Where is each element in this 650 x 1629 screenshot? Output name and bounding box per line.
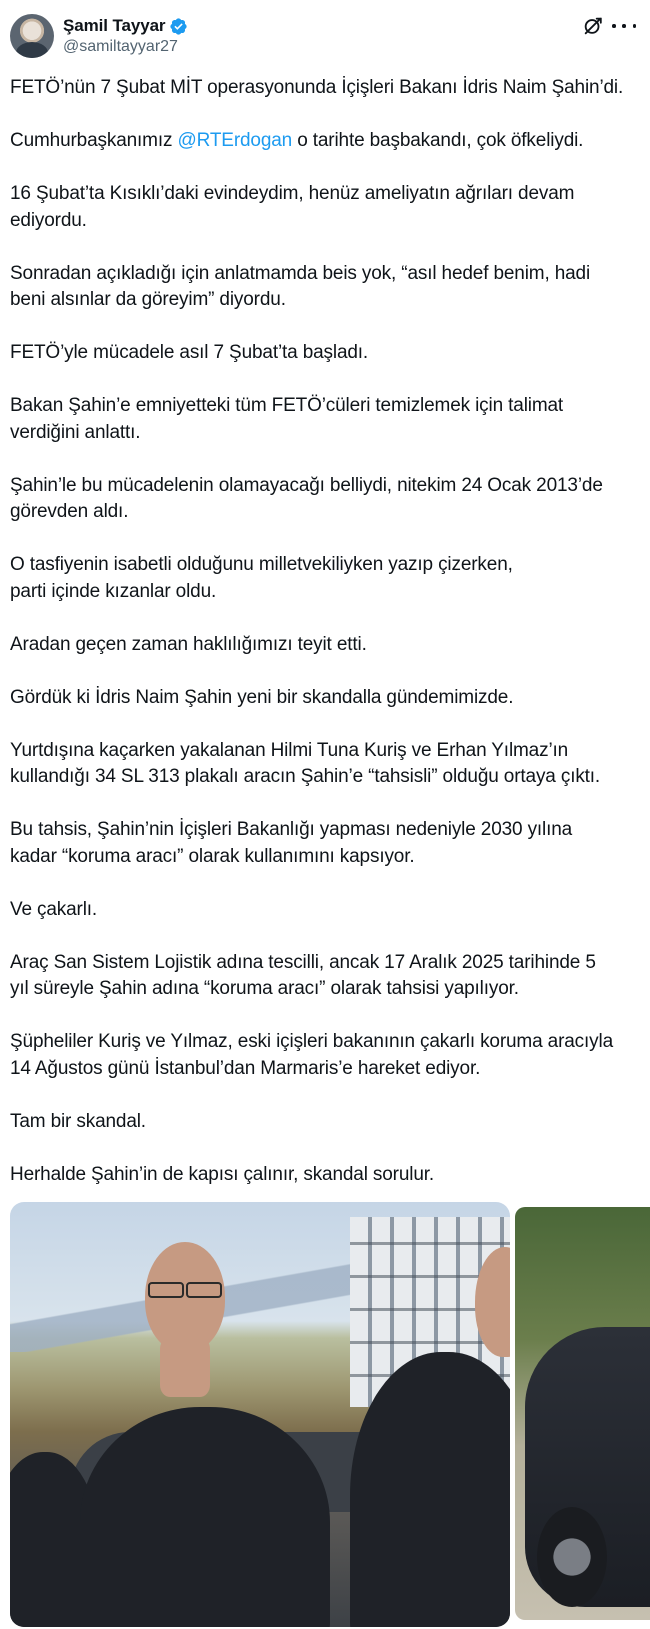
tweet-paragraph: FETÖ’yle mücadele asıl 7 Şubat’ta başladı.	[10, 342, 369, 363]
tweet-paragraph: FETÖ’nün 7 Şubat MİT operasyonunda İçişleri Bakanı İdris Naim Şahin’di.	[10, 77, 624, 98]
grok-icon[interactable]	[582, 15, 604, 37]
tweet-paragraph	[10, 128, 638, 155]
tweet-paragraph: Ve çakarlı.	[10, 898, 98, 920]
author-handle[interactable]: @samiltayyar27	[63, 38, 178, 55]
tweet-paragraph: Şüpheliler Kuriş ve Yılmaz, eski içişleri bakanının çakarlı koruma aracıyla 14 Ağustos günü İstanbul’dan Marmaris’e hareket ediyor.	[10, 1031, 613, 1079]
mention-link[interactable]: @RTErdogan	[177, 130, 293, 151]
tweet-paragraph: 16 Şubat’ta Kısıklı’daki evindeydim, henüz ameliyatın ağrıları devam ediyordu.	[10, 183, 575, 231]
glasses	[148, 1282, 184, 1298]
car-wheel	[537, 1507, 607, 1607]
person-center-neck	[160, 1337, 210, 1397]
tweet-paragraph: Şahin’le bu mücadelenin olamayacağı belliydi, nitekim 24 Ocak 2013’de görevden aldı.	[10, 474, 603, 522]
verified-badge-icon	[169, 17, 188, 36]
media-photo-1[interactable]	[10, 1202, 510, 1627]
tweet-text	[10, 75, 638, 1188]
tweet-paragraph: Sonradan açıkladığı için anlatmamda beis yok, “asıl hedef benim, hadi beni alsınlar da göreyim” diyordu.	[10, 262, 591, 310]
media-photo-2[interactable]	[515, 1207, 650, 1620]
tweet-paragraph: Bakan Şahin’e emniyetteki tüm FETÖ’cüleri temizlemek için talimat verdiğini anlattı.	[10, 395, 564, 443]
tweet-paragraph: Tam bir skandal.	[10, 1110, 146, 1132]
tweet-paragraph: Aradan geçen zaman haklılığımızı teyit etti.	[10, 633, 367, 655]
tweet-paragraph: Yurtdışına kaçarken yakalanan Hilmi Tuna Kuriş ve Erhan Yılmaz’ın kullandığı 34 SL 313 plakalı aracın Şahin’e “tahsisli” olduğu ortaya çıktı.	[10, 739, 601, 787]
tweet-paragraph: Herhalde Şahin’in de kapısı çalınır, skandal sorulur.	[10, 1163, 435, 1185]
tweet-media	[10, 1202, 650, 1628]
author-name-row	[63, 15, 188, 37]
tweet-paragraph: Bu tahsis, Şahin’nin İçişleri Bakanlığı yapması nedeniyle 2030 yılına kadar “koruma aracı” olarak kullanımını kapsıyor.	[10, 819, 573, 867]
tweet-paragraph: Gördük ki İdris Naim Şahin yeni bir skandalla gündemimizde.	[10, 686, 514, 708]
more-options-icon[interactable]	[612, 15, 636, 37]
person-center	[80, 1407, 330, 1627]
glasses	[186, 1282, 222, 1298]
author-display-name[interactable]: Şamil Tayyar	[63, 16, 166, 35]
tweet-paragraph: Araç San Sistem Lojistik adına tescilli, ancak 17 Aralık 2025 tarihinde 5 yıl süreyle Şahin adına “koruma aracı” olarak tahsisi yapılıyor.	[10, 951, 596, 999]
author-avatar[interactable]	[10, 14, 54, 58]
tweet-header	[0, 0, 650, 70]
paragraph-text: Cumhurbaşkanımız	[10, 130, 178, 151]
paragraph-text: o tarihte başbakandı, çok öfkeliydi.	[292, 130, 584, 151]
tweet-paragraph: O tasfiyenin isabetli olduğunu milletvekiliyken yazıp çizerken, parti içinde kızanlar oldu.	[10, 554, 513, 602]
